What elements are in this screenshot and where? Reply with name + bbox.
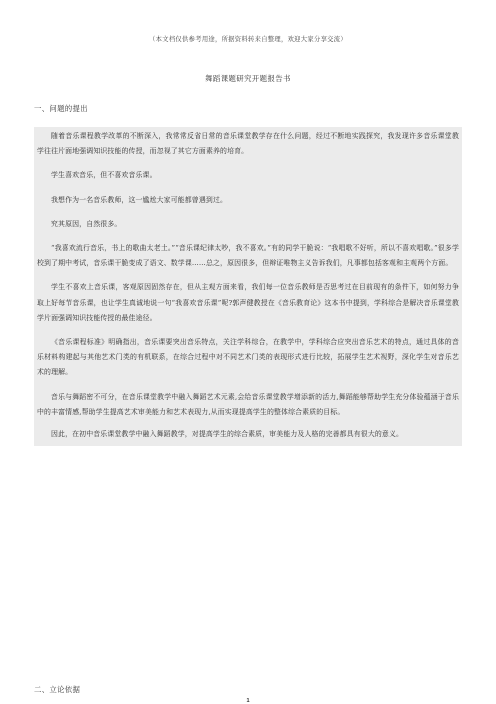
paragraph: 因此，在初中音乐课堂教学中融入舞蹈教学，对提高学生的综合素质，审美能力及人格的完善都具有很大的意义。	[51, 430, 404, 439]
paragraph: 随着音乐课程教学改革的不断深入，我常常反省日常的音乐课堂教学存在什么问题，经过不断地实践探究，我发现许多音乐课堂教学往往片面地强调知识技能的传授，而忽视了其它方面素养的培育。	[37, 132, 459, 156]
section-heading-basis: 二、立论依据	[34, 685, 81, 694]
paragraph: 我想作为一名音乐教师，这一尴尬大家可能都曾遇到过。	[51, 195, 228, 204]
document-title: 舞蹈课题研究开题报告书	[205, 74, 291, 83]
paragraph: 《音乐课程标准》明确指出，音乐课要突出音乐特点，关注学科综合，在教学中，学科综合应突出音乐艺术的特点，通过具体的音乐材料构建起与其他艺术门类的有机联系，在综合过程中对不同艺术门类的表现形式进行比较，拓展学生艺术视野，深化学生对音乐艺术的理解。	[37, 338, 459, 377]
section-heading-problem: 一、问题的提出	[34, 104, 88, 113]
paragraph: “我喜欢流行音乐，书上的歌曲太老土。”“音乐课纪律太吵，我不喜欢。”有的同学干脆说：“我唱歌不好听，所以不喜欢唱歌。”很多学校到了期中考试，音乐课干脆变成了语文、数学课……总之，原因很多，但辩证唯物主义告诉我们，凡事都包括客观和主观两个方面。	[37, 244, 459, 268]
paragraph: 学生不喜欢上音乐课，客观原因固然存在，但从主观方面来看，我们每一位音乐教师是否思考过在目前现有的条件下，如何努力争取上好每节音乐课，也让学生真诚地说一句“我喜欢音乐课”呢?郭声健教授在《音乐教育论》这本书中提到，学科综合是解决音乐课堂教学片面强调知识技能传授的最佳途径。	[37, 283, 459, 322]
paragraph: 音乐与舞蹈密不可分，在音乐课堂教学中融入舞蹈艺术元素,会给音乐课堂教学增添新的活力,舞蹈能够帮助学生充分体验蕴涵于音乐中的丰富情感,帮助学生提高艺术审美能力和艺术表现力,从而实现提高学生的整体综合素质的目标。	[37, 392, 459, 416]
paragraph: 学生喜欢音乐，但不喜欢音乐课。	[51, 171, 157, 180]
copyright-notice: （本文档仅供参考用途，所据资料转来自整理，欢迎大家分享交流）	[149, 36, 347, 43]
paragraph: 究其原因，自然很多。	[51, 219, 122, 228]
section-body-shaded	[34, 127, 462, 446]
page-number: 1	[246, 698, 250, 704]
